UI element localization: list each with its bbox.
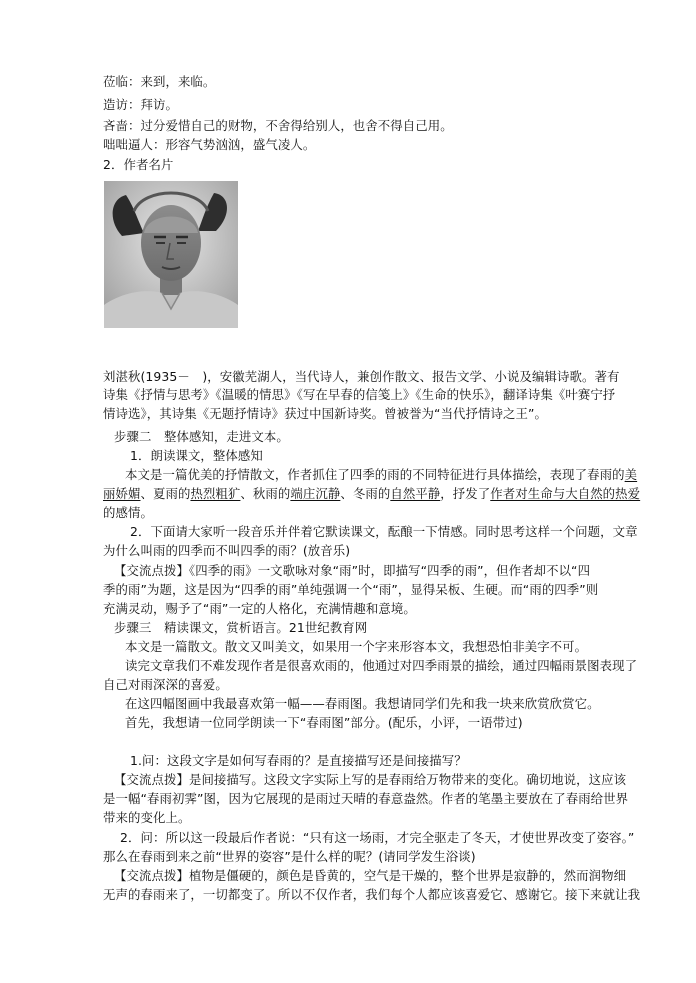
author-bio-line-3: 情诗选》，其诗集《无题抒情诗》获过中国新诗奖。曾被誉为“当代抒情诗之王”。 (103, 406, 548, 421)
question-1: 1.问：这段文字是如何写春雨的？是直接描写还是间接描写？ (130, 753, 467, 768)
vocab-zaofang: 造访：拜访。 (103, 97, 178, 112)
question-2-line-2: 那么在春雨到来之前“世界的姿容”是什么样的呢？(请同学发生浴谈) (103, 849, 476, 864)
summary-text-1: 本文是一篇优美的抒情散文，作者抓住了四季的雨的不同特征进行具体描绘，表现了春雨的 (125, 467, 625, 482)
step-three-line-3: 自己对雨深深的喜爱。 (103, 677, 228, 692)
author-bio-line-2: 诗集《抒情与思考》《温暖的情思》《写在早春的信笺上》《生命的快乐》，翻译诗集《叶赛宁抒 (103, 387, 616, 402)
step-three-line-2: 读完文章我们不难发现作者是很喜欢雨的，他通过对四季雨景的描绘，通过四幅雨景图表现了 (125, 658, 638, 673)
question-2-line-1: 2．问：所以这一段最后作者说：“只有这一场雨，才完全驱走了冬天，才使世界改变了姿容。” (120, 830, 635, 845)
exchange-tip-3-line-2: 无声的春雨来了，一切都变了。所以不仅作者，我们每个人都应该喜爱它、感谢它。接下来就让我 (103, 887, 641, 902)
summary-line-2 (103, 485, 641, 502)
underline-summer: 热烈粗犷 (190, 486, 241, 501)
summary-line-1 (125, 466, 645, 483)
step-three-heading: 步骤三 精读课文，赏析语言。21世纪教育网 (114, 620, 368, 635)
exchange-tip-text: 《四季的雨》一文歌咏对象“雨”时，即描写“四季的雨”，但作者却不以“四 (188, 563, 591, 578)
underline-autumn: 端庄沉静 (290, 486, 341, 501)
exchange-tip-label: 【交流点拨】 (114, 772, 189, 787)
author-bio-line-1: 刘湛秋(1935－ )，安徽芜湖人，当代诗人，兼创作散文、报告文学、小说及编辑诗歌。著有 (103, 369, 620, 384)
summary-text-3: 、秋雨的 (240, 486, 291, 501)
exchange-tip-1-line-1 (114, 562, 634, 579)
underline-spring: 丽娇媚 (103, 486, 141, 501)
exchange-tip-text: 植物是僵硬的，颜色是昏黄的，空气是干燥的，整个世界是寂静的，然而润物细 (188, 868, 627, 883)
exchange-tip-2-line-3: 带来的变化上。 (103, 810, 191, 825)
vocab-linse: 吝啬：过分爱惜自己的财物，不舍得给别人，也舍不得自己用。 (103, 118, 453, 133)
exchange-tip-2-line-1 (114, 771, 634, 788)
step-two-item-2-line-2: 为什么叫雨的四季而不叫四季的雨？(放音乐) (103, 543, 351, 558)
exchange-tip-label: 【交流点拨】 (114, 563, 189, 578)
summary-text-2: 、夏雨的 (140, 486, 191, 501)
underline-winter: 自然平静 (390, 486, 441, 501)
author-portrait-image (104, 181, 238, 328)
exchange-tip-1-line-3: 充满灵动，赐予了“雨”一定的人格化，充满情趣和意境。 (103, 601, 416, 616)
exchange-tip-text: 是间接描写。这段文字实际上写的是春雨给万物带来的变化。确切地说，这应该 (188, 772, 627, 787)
step-three-line-1: 本文是一篇散文。散文又叫美文，如果用一个字来形容本文，我想恐怕非美字不可。 (125, 639, 588, 654)
author-portrait-photo (104, 181, 238, 328)
exchange-tip-label: 【交流点拨】 (114, 868, 189, 883)
underline-theme: 作者对生命与大自然的热爱 (490, 486, 641, 501)
exchange-tip-3-line-1 (114, 867, 634, 884)
vocab-duoduobiren: 咄咄逼人：形容气势汹汹，盛气凌人。 (103, 137, 316, 152)
summary-line-3: 的感情。 (103, 505, 153, 520)
step-two-heading: 步骤二 整体感知，走进文本。 (114, 429, 289, 444)
exchange-tip-2-line-2: 是一幅“春雨初霁”图，因为它展现的是雨过天晴的春意盎然。作者的笔墨主要放在了春雨给世界 (103, 791, 629, 806)
step-two-item-1: 1．朗读课文，整体感知 (130, 448, 263, 463)
step-two-item-2-line-1: 2．下面请大家听一段音乐并伴着它默读课文，酝酿一下情感。同时思考这样一个问题，文章 (130, 524, 638, 539)
summary-text-4: 、冬雨的 (340, 486, 391, 501)
section-author-card: 2．作者名片 (103, 157, 174, 172)
summary-underline-1: 美 (624, 467, 638, 482)
summary-text-5: ，抒发了 (440, 486, 491, 501)
exchange-tip-1-line-2: 季的雨”为题，这是因为“四季的雨”单纯强调一个“雨”，显得呆板、生硬。而“雨的四季”则 (103, 582, 599, 597)
step-three-line-4: 在这四幅图画中我最喜欢第一幅——春雨图。我想请同学们先和我一块来欣赏欣赏它。 (125, 696, 600, 711)
vocab-lilin: 莅临：来到，来临。 (103, 74, 216, 89)
step-three-line-5: 首先，我想请一位同学朗读一下“春雨图”部分。(配乐，小评，一语带过) (125, 715, 523, 730)
